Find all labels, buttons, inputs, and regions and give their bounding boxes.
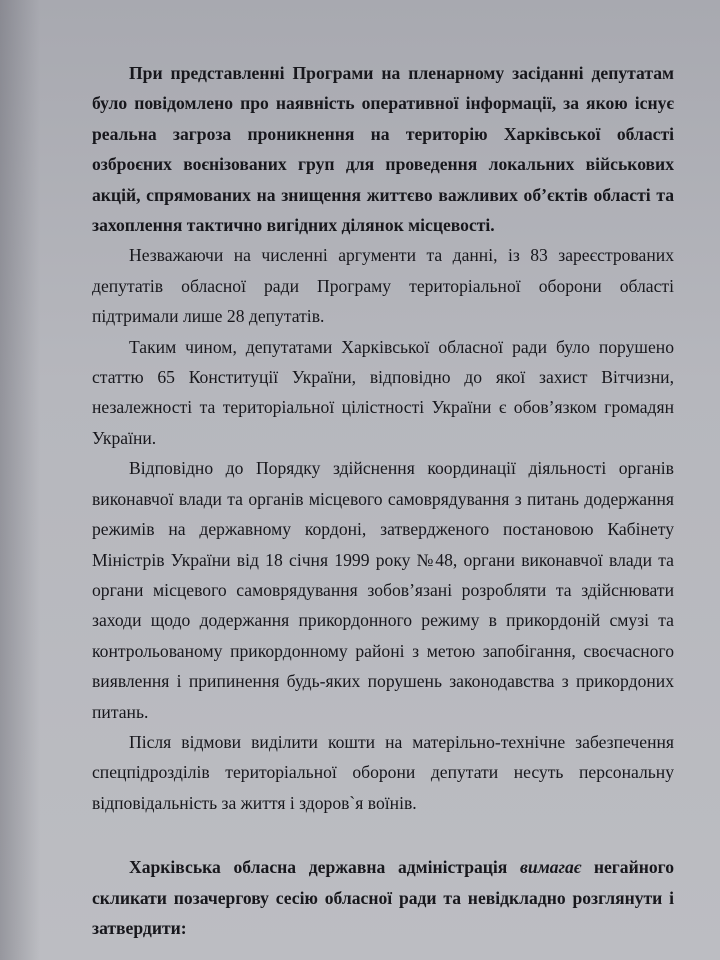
paragraph-program-presentation: При представленні Програми на пленарному засіданні депутатам було повідомлено про наявність оперативної інформації, за якою існує реальна загроза проникнення на територію Харківської області озброєних воєнізованих груп для проведення локальних військових акцій, спрямованих на знищення життєво важливих об’єктів області та захоплення тактично вигідних ділянок місцевості. xyxy=(92,63,674,236)
demand-verb: вимагає xyxy=(520,857,582,878)
paragraph-gap xyxy=(92,818,674,852)
paragraph-voting-result: Незважаючи на численні аргументи та данні, із 83 зареєстрованих депутатів обласної ради Програму територіальної оборони області підтримали лише 28 депутатів. xyxy=(92,245,674,327)
paragraph-personal-responsibility: Після відмови виділити кошти на матерільно-технічне забезпечення спецпідрозділів територіальної оборони депутати несуть персональну відповідальність за життя і здоров`я воїнів. xyxy=(92,731,674,813)
demand-object: негайного скликати позачергову сесію обласної ради та невідкладно розглянути і затвердити: xyxy=(92,857,674,938)
paragraph-constitution-violation: Таким чином, депутатами Харківської обласної ради було порушено статтю 65 Конституції України, відповідно до якої захист Вітчизни, незалежності та територіальної цілістності України є обов’язком громадян України. xyxy=(92,336,674,448)
paragraph-border-regime: Відповідно до Порядку здійснення координації діяльності органів виконавчої влади та органів місцевого самоврядування з питань додержання режимів на державному кордоні, затвердженого постановою Кабінету Міністрів України від 18 січня 1999 року №48, органи виконавчої влади та органи місцевого самоврядування зобов’язані розробляти та здійснювати заходи щодо додержання прикордонного режиму в прикордоній смузі та контрольованому прикордонному районі з метою запобігання, своєчасного виявлення і припинення будь-яких порушень законодавства з прикордоних питань. xyxy=(92,458,674,722)
document-body xyxy=(92,58,674,943)
demand-subject: Харківська обласна державна адміністрація xyxy=(129,857,508,878)
paragraph-demand xyxy=(92,852,674,943)
